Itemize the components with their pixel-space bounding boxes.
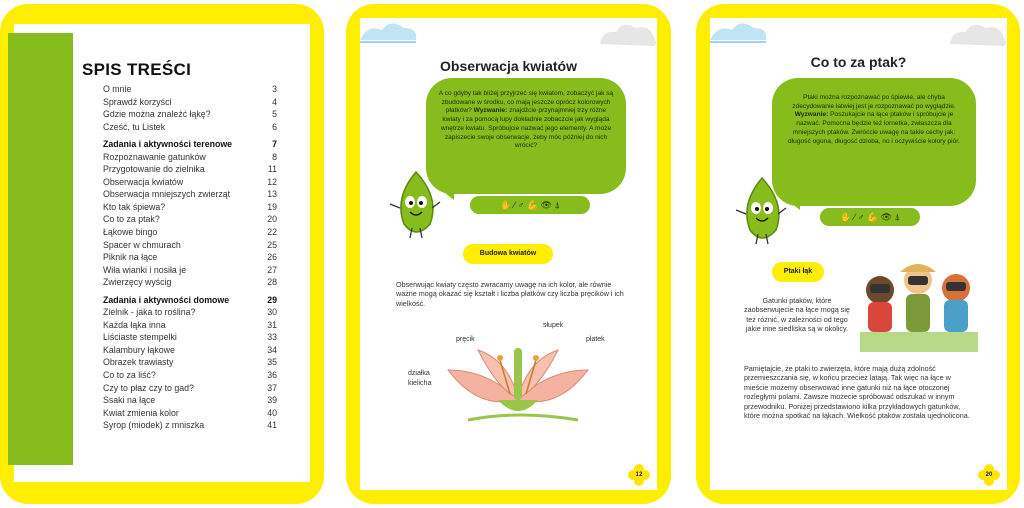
- activity-icons-text: ✋ ⁄ ♂ 💪 👁 ⍋: [840, 211, 900, 222]
- challenge-label: Wyzwanie:: [473, 107, 508, 115]
- toc-entry[interactable]: [103, 331, 277, 344]
- toc-title: SPIS TREŚCI: [82, 60, 192, 79]
- label-precik: pręcik: [456, 336, 475, 343]
- label-kielicha: kielicha: [408, 380, 432, 387]
- toc-entry-page: 39: [267, 395, 277, 406]
- challenge-text: znajdźcie przynajmniej trzy różne kwiaty i za pomocą lupy dokładnie zobaczcie jak wygląda wnętrze kwiatu. Spróbujcie nazwać jego elementy. A może zapiszecie swoje obserwacje, żeby móc później do nich wrócić?: [440, 107, 612, 150]
- toc-entry[interactable]: [103, 344, 277, 357]
- toc-entry-page: 12: [267, 176, 277, 187]
- toc-entry-label: Sprawdź korzyści: [103, 96, 172, 107]
- toc-entry-label: O mnie: [103, 84, 132, 94]
- toc-entry-label: Czy to płaz czy to gad?: [103, 382, 194, 393]
- toc-entry[interactable]: [103, 138, 277, 151]
- toc-entry-label: Łąkowe bingo: [103, 227, 158, 238]
- toc-entry-label: Wiła wianki i nosiła je: [103, 264, 187, 275]
- toc-entry[interactable]: [103, 276, 277, 289]
- toc-entry-label: Zielnik - jaka to roślina?: [103, 307, 196, 318]
- toc-entry-page: 26: [267, 252, 277, 263]
- toc-entry-page: 3: [272, 84, 277, 94]
- toc-entry-page: 28: [267, 277, 277, 288]
- toc-green-bar: [8, 33, 73, 465]
- toc-entry-page: 34: [267, 344, 277, 355]
- cloud-icon: [710, 18, 770, 46]
- toc-entry-label: Gdzie można znaleźć łąkę?: [103, 109, 211, 120]
- activity-icons: [470, 196, 590, 214]
- toc-entry-label: Każda łąka inna: [103, 319, 166, 330]
- toc-entry[interactable]: [103, 96, 277, 109]
- bubble-intro: Ptaki można rozpoznawać po śpiewie, ale chyba zdecydowanie łatwiej jest je rozpoznawać po wyglądzie.: [792, 94, 956, 110]
- toc-entry-page: 22: [267, 227, 277, 238]
- toc-entry-page: 5: [272, 109, 277, 120]
- body-text-intro: Gatunki ptaków, które zaobserwujecie na łące mogą się też różnić, w zależności od tego jakie inne siedliska są w okolicy.: [744, 296, 850, 334]
- toc-entry[interactable]: [103, 201, 277, 214]
- flower-diagram-icon: [438, 330, 598, 422]
- toc-entry[interactable]: [103, 294, 277, 307]
- label-dzialka: działka: [408, 370, 430, 377]
- challenge-text: Poszukajcie na łące ptaków i spróbujcie je nazwać. Pomocna będzie też lornetka, zwłaszcza dla mniejszych ptaków. Zwróćcie uwagę na takie cechy jak: długość ogona, długość dzioba, no i oczywiście kolory piór.: [788, 111, 960, 145]
- toc-list: [103, 83, 277, 432]
- toc-entry-page: 25: [267, 239, 277, 250]
- toc-entry-page: 20: [267, 214, 277, 225]
- toc-entry-label: Cześć, tu Listek: [103, 121, 166, 132]
- page-20: [710, 18, 1007, 490]
- toc-entry-label: Ssaki na łące: [103, 395, 156, 406]
- section-pill: Budowa kwiatów: [463, 244, 553, 264]
- section-pill: Ptaki łąk: [772, 262, 824, 282]
- toc-entry[interactable]: [103, 151, 277, 164]
- toc-entry-page: 27: [267, 264, 277, 275]
- page-number: 20: [985, 472, 993, 478]
- toc-entry-page: 36: [267, 370, 277, 381]
- toc-entry[interactable]: [103, 356, 277, 369]
- toc-entry-label: Zadania i aktywności terenowe: [103, 139, 233, 150]
- cloud-icon: [946, 18, 1007, 48]
- bubble-intro: A co gdyby tak bliżej przyjrzeć się kwiatom, zobaczyć jak są zbudowane w środku, co mają jeszcze oprócz kolorowych płatków?: [438, 90, 614, 115]
- toc-entry-page: 37: [267, 382, 277, 393]
- activity-icons-text: ✋ ⁄ ♂ 💪 👁 ⍋: [500, 199, 560, 210]
- speech-bubble: [772, 78, 976, 206]
- toc-entry-label: Kto tak śpiewa?: [103, 201, 166, 212]
- toc-entry-label: Obserwacja mniejszych zwierząt: [103, 189, 231, 200]
- toc-entry-label: Piknik na łące: [103, 252, 158, 263]
- leaf-mascot-icon: [736, 174, 788, 246]
- toc-entry-label: Liściaste stempelki: [103, 332, 177, 343]
- label-platek: płatek: [586, 336, 605, 343]
- toc-entry-page: 7: [272, 139, 277, 150]
- page-number-badge: [978, 464, 1000, 486]
- speech-bubble: [426, 78, 626, 194]
- toc-entry-page: 6: [272, 121, 277, 132]
- toc-entry[interactable]: [103, 251, 277, 264]
- toc-entry-page: 41: [267, 420, 277, 431]
- body-text: Obserwując kwiaty często zwracamy uwagę na ich kolor, ale równie ważne mogą okazać się kształt i liczba płatków czy liczba pręcików i ich wielkość.: [396, 280, 624, 308]
- page-12-card: [346, 4, 671, 504]
- toc-entry-page: 40: [267, 407, 277, 418]
- toc-entry-label: Co to za liść?: [103, 370, 156, 381]
- toc-entry-page: 11: [267, 164, 277, 175]
- toc-entry[interactable]: [103, 239, 277, 252]
- children-binoculars-illustration: [860, 252, 978, 352]
- cloud-icon: [360, 18, 420, 46]
- toc-entry[interactable]: [103, 188, 277, 201]
- toc-entry-page: 4: [272, 96, 277, 107]
- page-12: [360, 18, 657, 490]
- label-slupek: słupek: [543, 322, 564, 329]
- toc-entry[interactable]: [103, 264, 277, 277]
- activity-icons: [820, 208, 920, 226]
- toc-entry-page: 19: [267, 201, 277, 212]
- toc-entry[interactable]: [103, 226, 277, 239]
- toc-entry-label: Syrop (miodek) z mniszka: [103, 420, 205, 431]
- toc-entry[interactable]: [103, 83, 277, 96]
- toc-entry[interactable]: [103, 419, 277, 432]
- toc-entry[interactable]: [103, 382, 277, 395]
- toc-entry-label: Obserwacja kwiatów: [103, 176, 184, 187]
- toc-entry-page: 29: [267, 294, 277, 305]
- toc-entry-page: 33: [267, 332, 277, 343]
- toc-entry[interactable]: [103, 121, 277, 134]
- body-text-main: Pamiętajcie, że ptaki to zwierzęta, które mają dużą zdolność przemieszczania się, w końcu przecież latają. Tak więc na łące w mieście możemy obserwować inne gatunki niż na łące otoczonej rozległymi polami. Zawsze możecie spróbować odszukać w innym przewodniku. Poniżej przedstawiono kilka przykładowych gatunków, które można spotkać na łąkach. Wielkość ptaków została ujednolicona.: [744, 364, 970, 421]
- toc-entry[interactable]: [103, 306, 277, 319]
- toc-entry-label: Spacer w chmurach: [103, 239, 181, 250]
- toc-entry-label: Kalambury łąkowe: [103, 344, 175, 355]
- page-20-card: [696, 4, 1020, 504]
- toc-entry[interactable]: [103, 319, 277, 332]
- toc-entry-label: Rozpoznawanie gatunków: [103, 151, 206, 162]
- page-title: Obserwacja kwiatów: [440, 58, 577, 74]
- toc-entry[interactable]: [103, 213, 277, 226]
- toc-entry-page: 35: [267, 357, 277, 368]
- toc-entry-label: Co to za ptak?: [103, 214, 160, 225]
- toc-entry-label: Zadania i aktywności domowe: [103, 294, 230, 305]
- cloud-icon: [596, 18, 657, 48]
- toc-entry-page: 8: [272, 151, 277, 162]
- toc-entry-label: Obrazek trawiasty: [103, 357, 174, 368]
- leaf-mascot-icon: [390, 168, 442, 240]
- page-number-badge: [628, 464, 650, 486]
- toc-entry[interactable]: [103, 407, 277, 420]
- toc-entry-page: 31: [267, 319, 277, 330]
- toc-entry[interactable]: [103, 163, 277, 176]
- toc-entry-label: Przygotowanie do zielnika: [103, 164, 205, 175]
- toc-entry[interactable]: [103, 108, 277, 121]
- challenge-label: Wyzwanie:: [794, 111, 829, 119]
- toc-entry-label: Zwierzęcy wyścig: [103, 277, 172, 288]
- toc-entry-page: 30: [267, 307, 277, 318]
- page-number: 12: [635, 472, 643, 478]
- toc-entry-page: 13: [267, 189, 277, 200]
- toc-entry[interactable]: [103, 394, 277, 407]
- toc-entry[interactable]: [103, 369, 277, 382]
- page-title: Co to za ptak?: [810, 54, 907, 70]
- toc-entry-label: Kwiat zmienia kolor: [103, 407, 179, 418]
- toc-entry[interactable]: [103, 176, 277, 189]
